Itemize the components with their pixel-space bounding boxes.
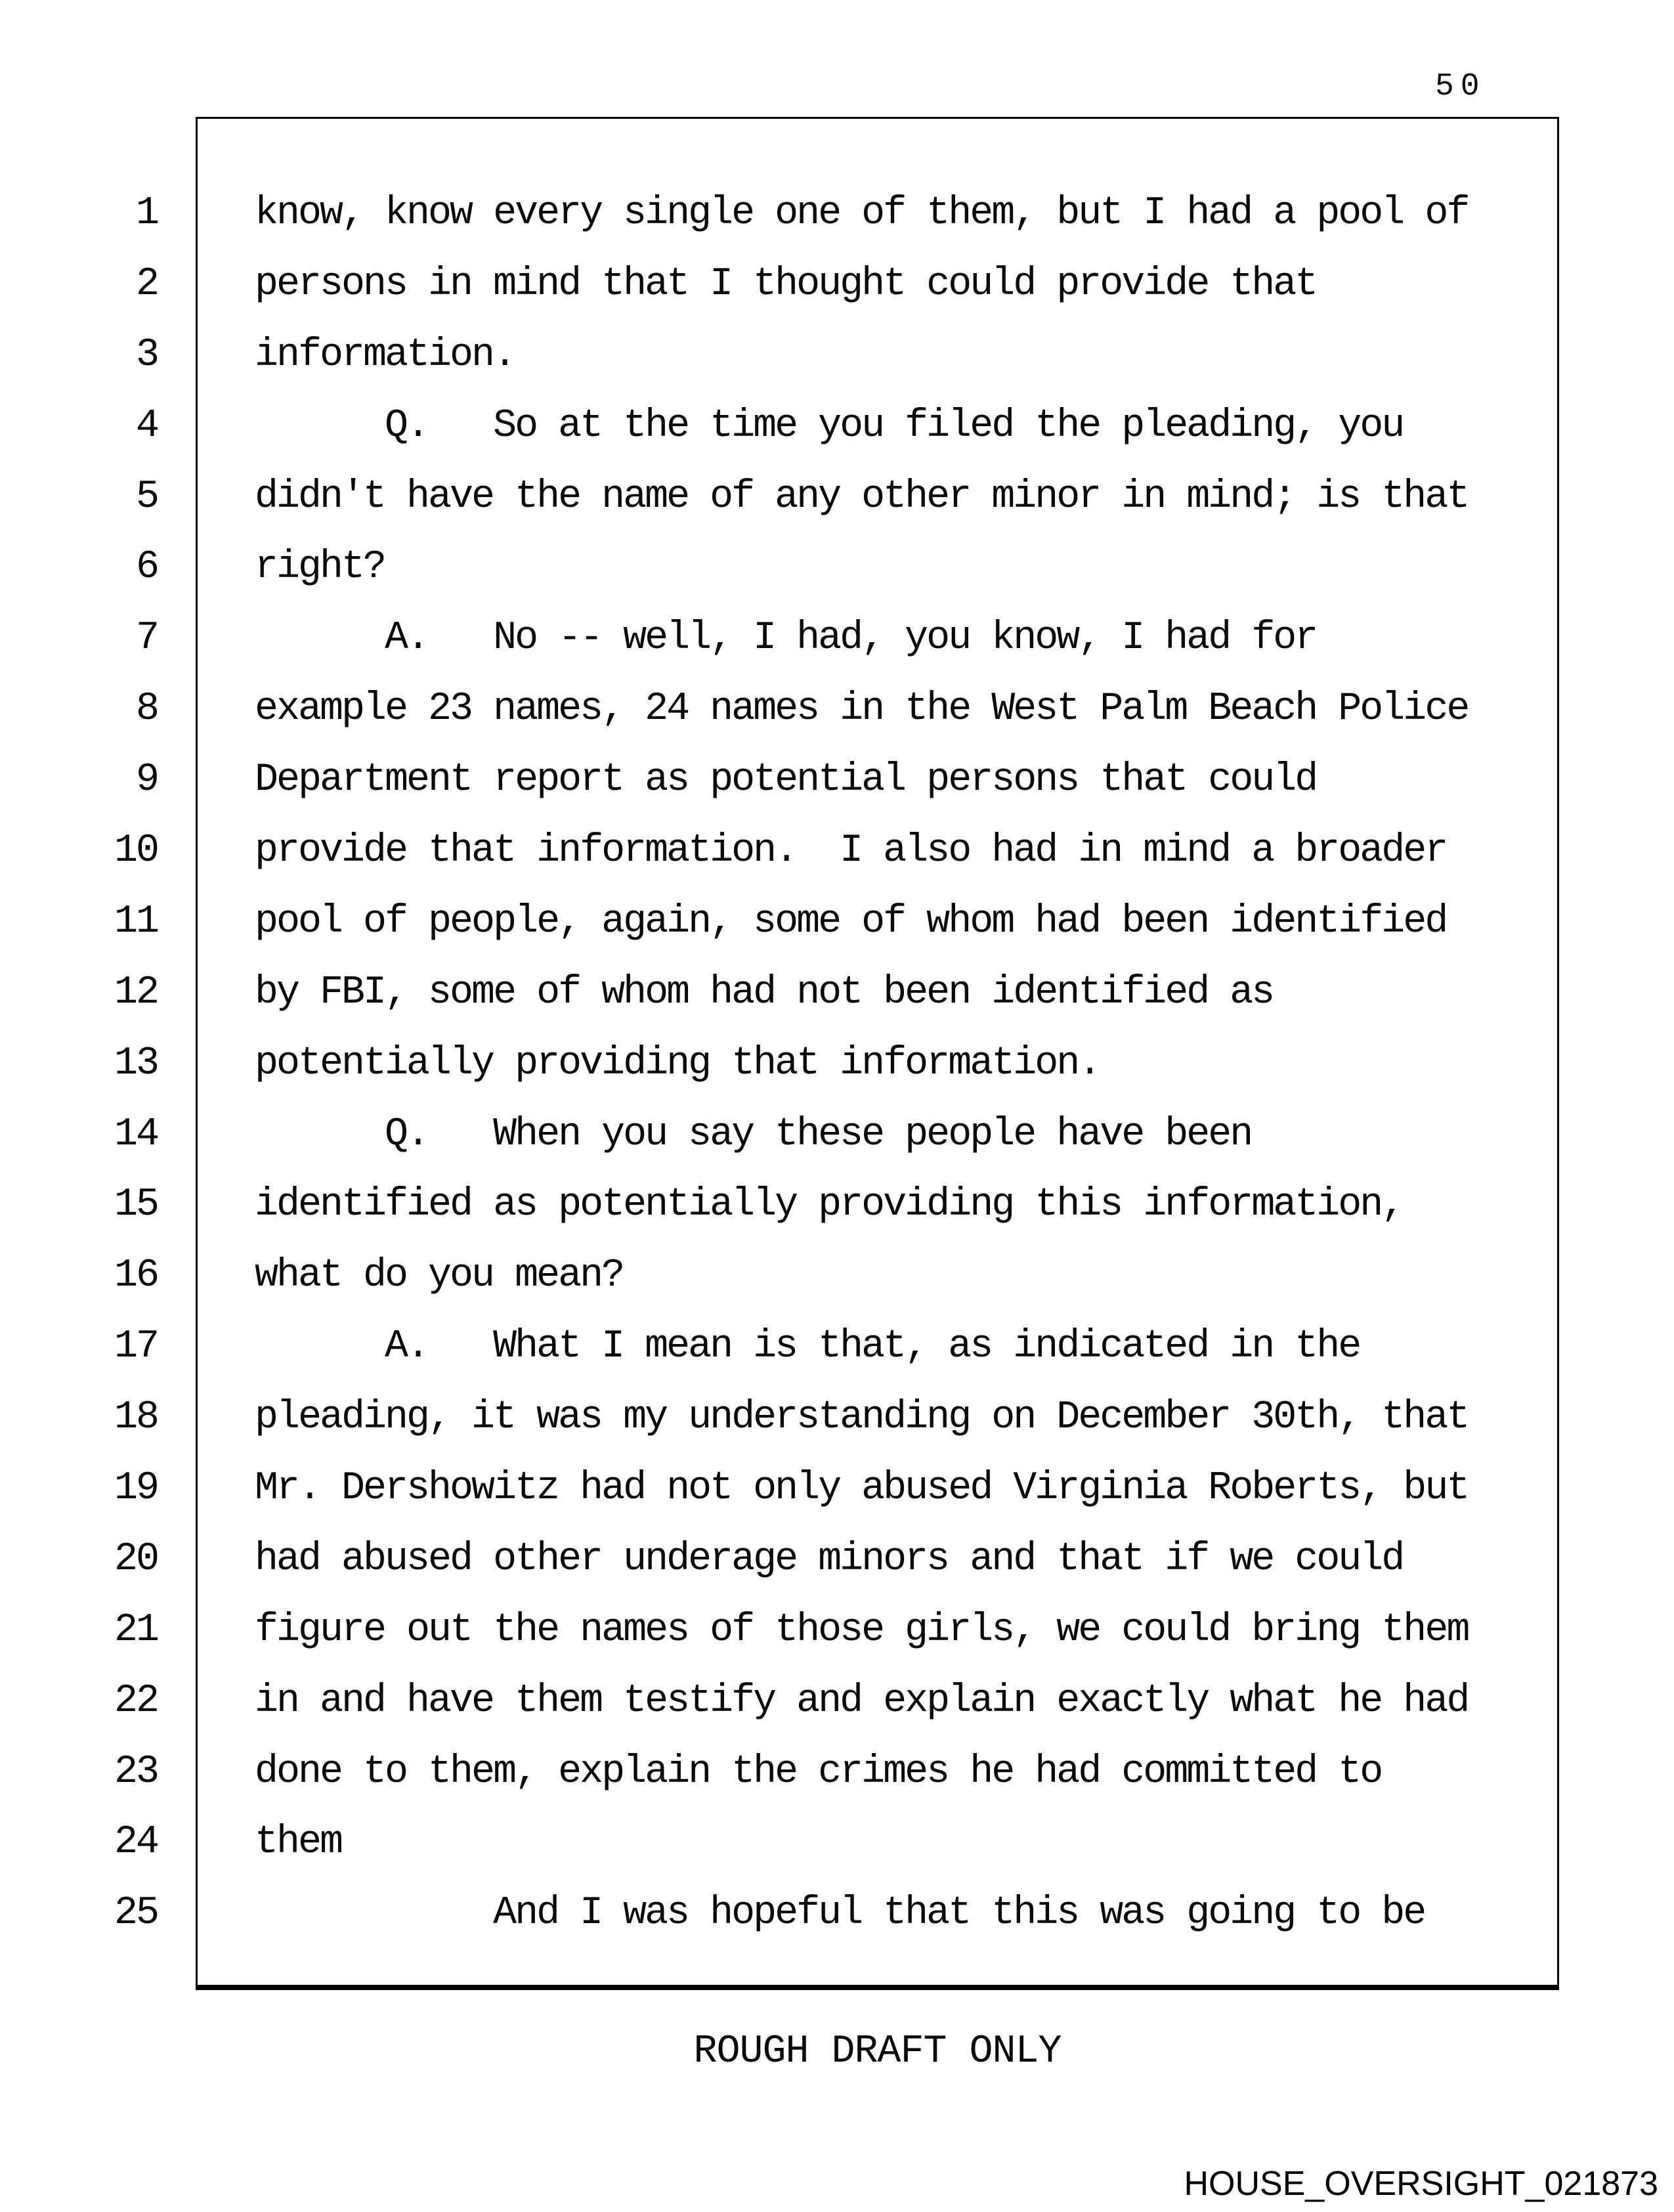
line-number: 12 bbox=[114, 970, 158, 1015]
line-number: 2 bbox=[135, 261, 158, 307]
line-text: had abused other underage minors and that if we could bbox=[255, 1536, 1404, 1582]
line-number: 1 bbox=[135, 191, 158, 236]
transcript-line bbox=[0, 1821, 1674, 1892]
line-number: 3 bbox=[135, 332, 158, 378]
line-text: didn't have the name of any other minor in mind; is that bbox=[255, 474, 1469, 519]
line-text: identified as potentially providing this information, bbox=[255, 1182, 1404, 1228]
line-number: 10 bbox=[114, 829, 158, 874]
line-number: 6 bbox=[135, 545, 158, 590]
line-number: 13 bbox=[114, 1041, 158, 1086]
transcript-line bbox=[0, 1183, 1674, 1254]
line-text: pleading, it was my understanding on December 30th, that bbox=[255, 1395, 1469, 1441]
line-number: 14 bbox=[114, 1112, 158, 1157]
transcript-line bbox=[0, 192, 1674, 263]
transcript-line bbox=[0, 1750, 1674, 1821]
transcript-line bbox=[0, 1113, 1674, 1184]
transcript-line bbox=[0, 1042, 1674, 1113]
transcript-line bbox=[0, 758, 1674, 829]
line-number: 25 bbox=[114, 1891, 158, 1936]
transcript-line bbox=[0, 1892, 1674, 1963]
line-text: Q. So at the time you filed the pleading, you bbox=[255, 403, 1404, 448]
line-text: pool of people, again, some of whom had been identified bbox=[255, 899, 1447, 944]
line-text: And I was hopeful that this was going to be bbox=[255, 1891, 1425, 1936]
line-number: 15 bbox=[114, 1182, 158, 1228]
line-number: 22 bbox=[114, 1678, 158, 1724]
page-number: 50 bbox=[1435, 69, 1486, 104]
line-number: 16 bbox=[114, 1253, 158, 1299]
line-text: done to them, explain the crimes he had committed to bbox=[255, 1749, 1382, 1794]
line-text: in and have them testify and explain exactly what he had bbox=[255, 1678, 1469, 1724]
transcript-line bbox=[0, 334, 1674, 404]
line-number: 23 bbox=[114, 1749, 158, 1794]
line-text: by FBI, some of whom had not been identified as bbox=[255, 970, 1274, 1015]
transcript-line bbox=[0, 971, 1674, 1042]
line-number: 5 bbox=[135, 474, 158, 519]
line-number: 21 bbox=[114, 1607, 158, 1653]
transcript-line bbox=[0, 404, 1674, 475]
line-number: 24 bbox=[114, 1820, 158, 1865]
line-text: them bbox=[255, 1820, 342, 1865]
line-text: Q. When you say these people have been bbox=[255, 1112, 1252, 1157]
line-number: 7 bbox=[135, 616, 158, 661]
line-number: 17 bbox=[114, 1324, 158, 1370]
transcript-line bbox=[0, 1254, 1674, 1325]
transcript-line bbox=[0, 1538, 1674, 1609]
line-number: 19 bbox=[114, 1466, 158, 1511]
line-text: A. What I mean is that, as indicated in the bbox=[255, 1324, 1360, 1370]
line-text: A. No -- well, I had, you know, I had for bbox=[255, 616, 1317, 661]
line-text: example 23 names, 24 names in the West Palm Beach Police bbox=[255, 687, 1469, 732]
transcript-line bbox=[0, 546, 1674, 617]
transcript-line bbox=[0, 1396, 1674, 1467]
line-number: 9 bbox=[135, 758, 158, 803]
transcript-line bbox=[0, 829, 1674, 900]
bates-number: HOUSE_OVERSIGHT_021873 bbox=[1184, 2165, 1658, 2203]
line-text: what do you mean? bbox=[255, 1253, 624, 1299]
transcript-line bbox=[0, 475, 1674, 546]
line-text: right? bbox=[255, 545, 385, 590]
line-number: 20 bbox=[114, 1536, 158, 1582]
line-text: provide that information. I also had in mind a broader bbox=[255, 829, 1447, 874]
line-text: figure out the names of those girls, we could bring them bbox=[255, 1607, 1469, 1653]
rough-draft-stamp: ROUGH DRAFT ONLY bbox=[693, 2029, 1062, 2074]
transcript-line bbox=[0, 1680, 1674, 1750]
transcript-line bbox=[0, 687, 1674, 758]
line-number: 18 bbox=[114, 1395, 158, 1441]
line-text: Department report as potential persons that could bbox=[255, 758, 1317, 803]
line-number: 8 bbox=[135, 687, 158, 732]
transcript-line bbox=[0, 263, 1674, 334]
line-text: potentially providing that information. bbox=[255, 1041, 1100, 1086]
line-text: persons in mind that I thought could provide that bbox=[255, 261, 1317, 307]
transcript-line bbox=[0, 617, 1674, 687]
transcript-line bbox=[0, 1467, 1674, 1538]
line-text: Mr. Dershowitz had not only abused Virginia Roberts, but bbox=[255, 1466, 1469, 1511]
transcript-line bbox=[0, 1325, 1674, 1396]
line-text: information. bbox=[255, 332, 515, 378]
transcript-line bbox=[0, 900, 1674, 971]
transcript-body bbox=[0, 117, 1674, 1963]
line-number: 11 bbox=[114, 899, 158, 944]
line-text: know, know every single one of them, but I had a pool of bbox=[255, 191, 1469, 236]
line-number: 4 bbox=[135, 403, 158, 448]
transcript-line bbox=[0, 1609, 1674, 1680]
